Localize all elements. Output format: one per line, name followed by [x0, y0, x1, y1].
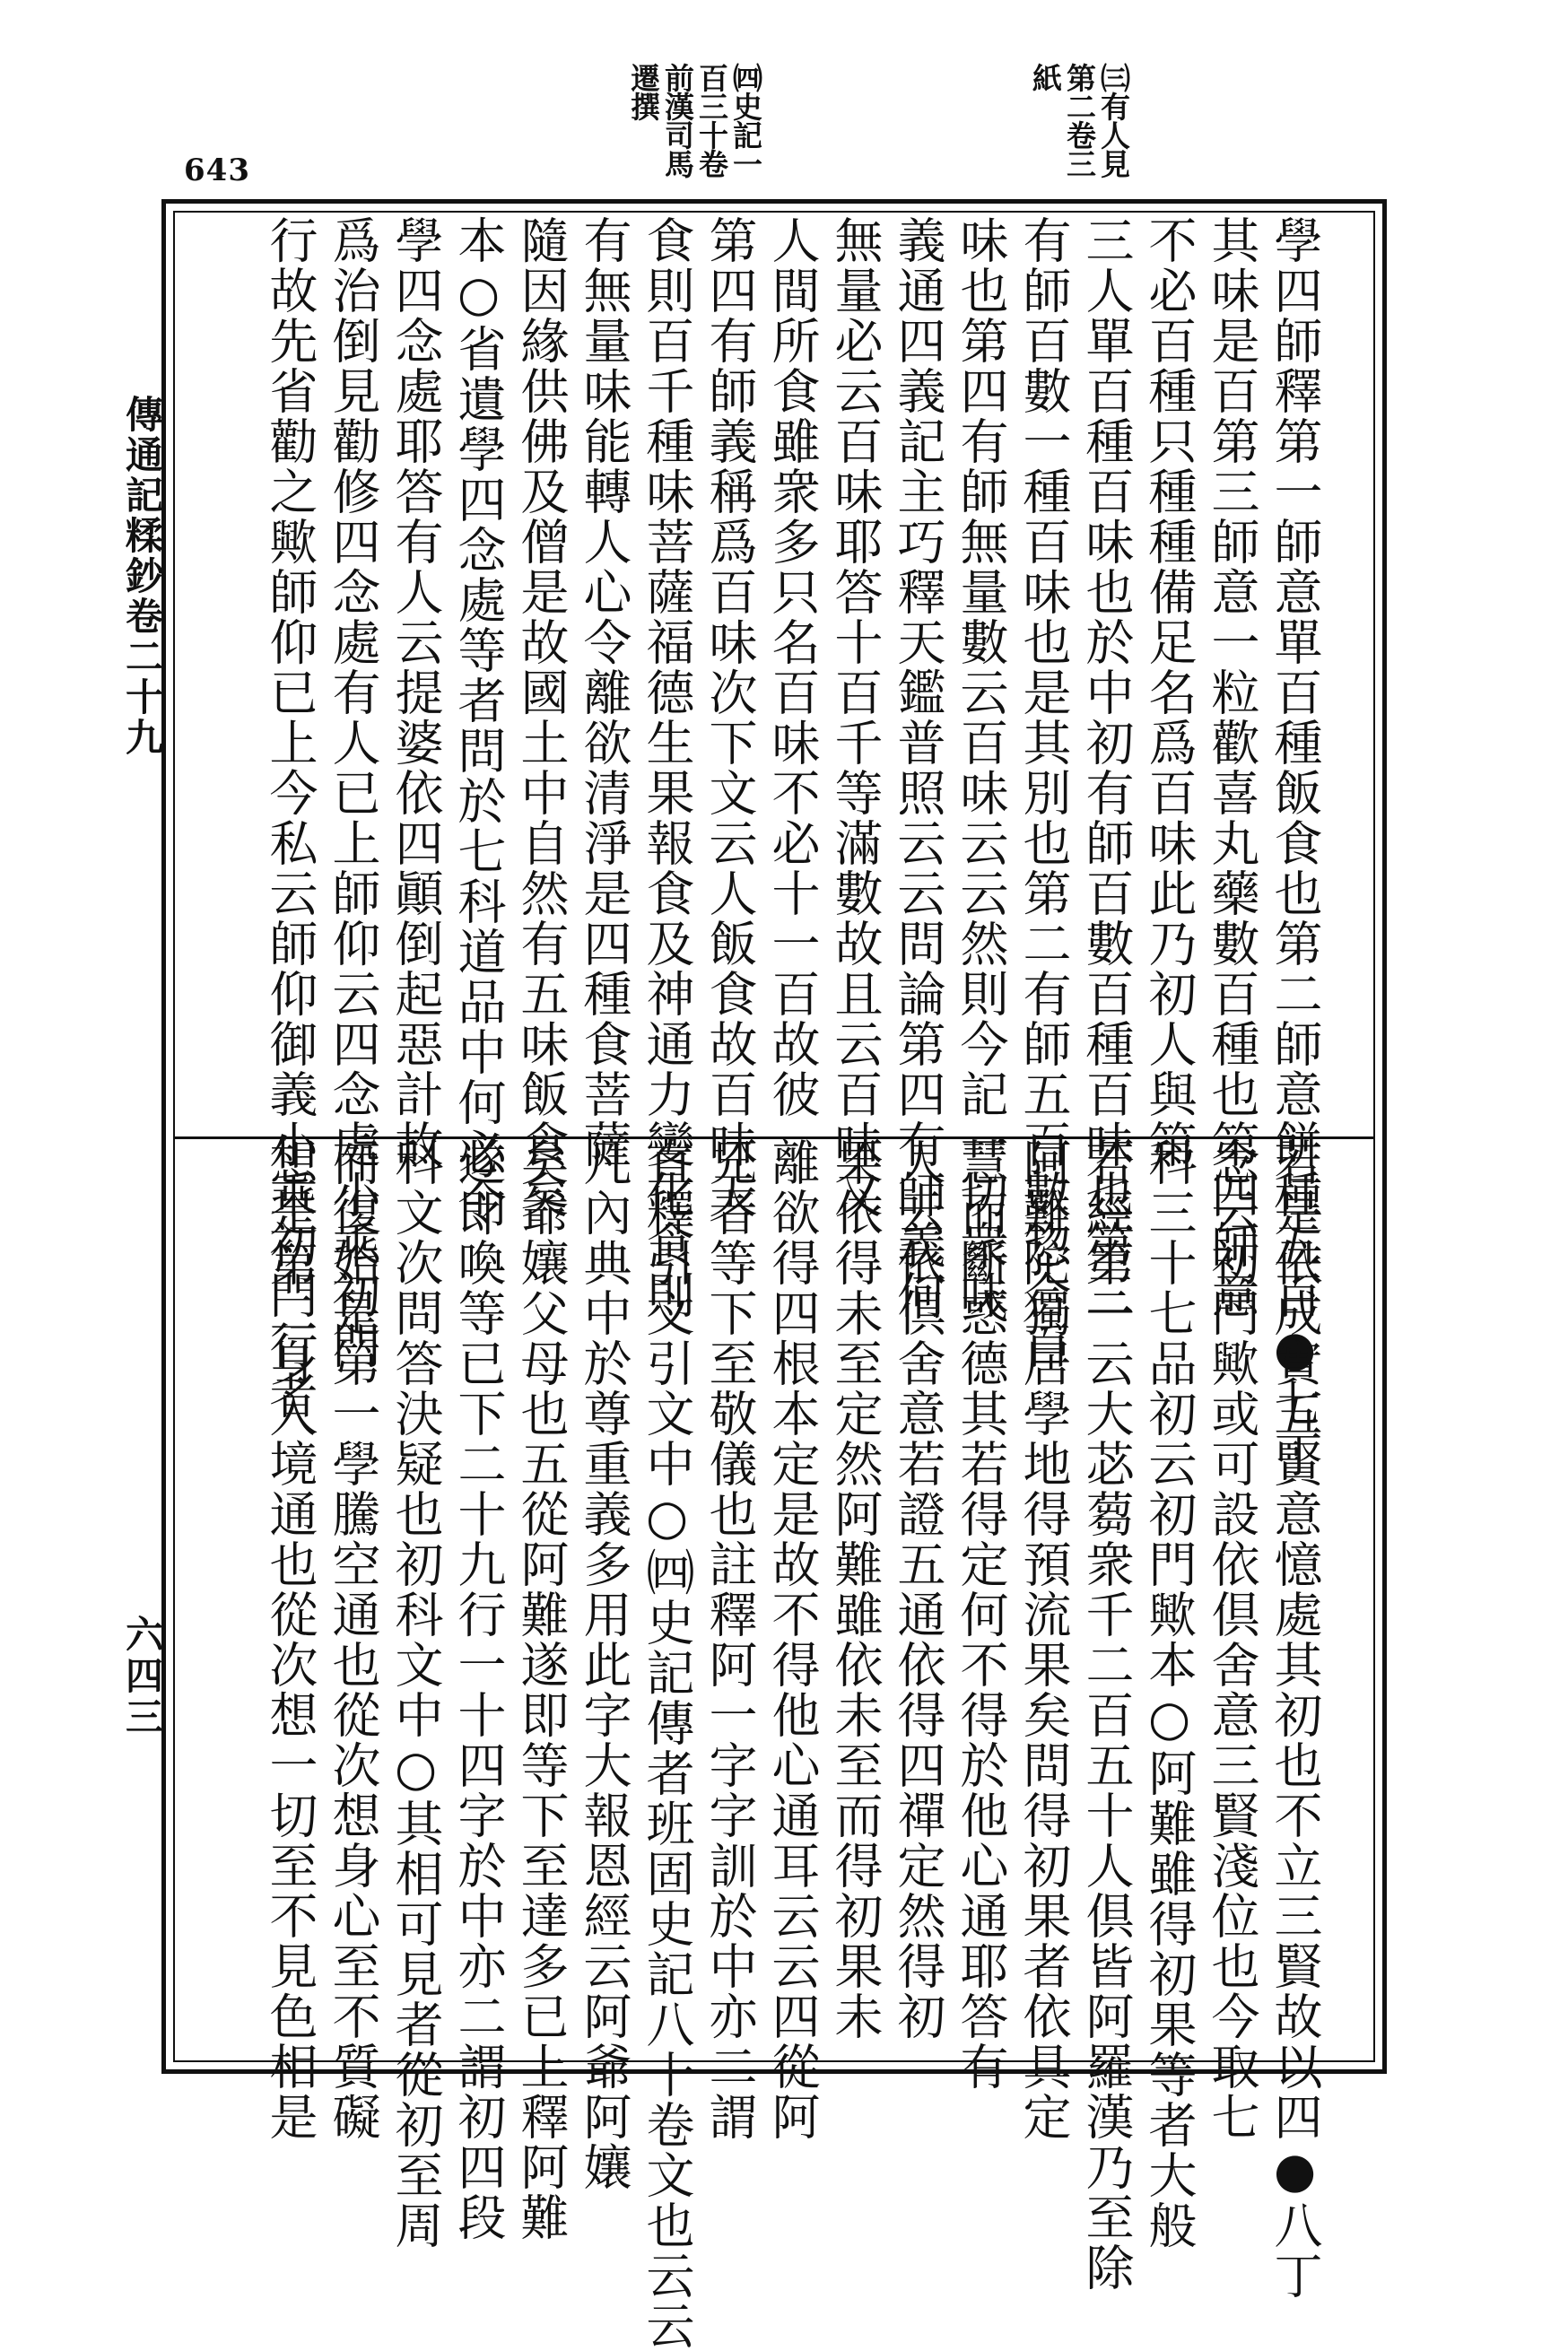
text-column: 隨因緣供佛及僧是故國土中自然有五味飯食矣 [513, 215, 570, 1220]
text-column: 矣爺孃父母也五從阿難遂即等下至達多已上釋阿難 [513, 1137, 570, 2242]
text-column: 阿難陀獨居學地得預流果矣問得初果者依具定 [1015, 1137, 1072, 2142]
text-column: 果依得未至定然阿難雖依未至而得初果未 [827, 1137, 884, 2042]
page-number: 643 [184, 152, 250, 188]
text-column: 味也第四有師無量數云百味云云然則今記一切衆味 [953, 215, 1009, 1320]
text-column: 第四有師義稱爲百味次下文云人飯食故百味天 [701, 215, 758, 1220]
text-column: 義通四義記主巧釋天鑑普照云云問論第四有師義何 [890, 215, 946, 1320]
text-column: 念云初門歟或可設依倶舍意三賢淺位也今取七 [1204, 1137, 1260, 2142]
text-column: 想是第二身入境通也從次想一切至不見色相是 [262, 1137, 318, 2142]
headnote-3: ㈢有人見第二卷三紙 [1028, 63, 1131, 178]
text-column: 三人單百種百味也於中初有師百數百種百味也第三 [1078, 215, 1135, 1320]
text-column: 兄者等下至敬儀也註釋阿一字字訓於中亦二謂 [701, 1137, 758, 2142]
text-column: 有師百數一種百味也是其別也第二有師五百數惣合百 [1015, 215, 1072, 1371]
text-column: 若是依成實五賢意憶處其初也不立三賢故以四●八丁 [1267, 1137, 1323, 2301]
text-column: 人云依倶舍意若證五通依得四禪定然得初 [890, 1137, 946, 2042]
text-column: 慧而斷惑德其若得定何不得於他心通耶答有 [953, 1137, 1009, 2092]
text-column: 其味是百第三師意一粒歡喜丸藥數百種也第四師意 [1204, 215, 1260, 1320]
running-title: 傳通記糅鈔卷二十九 [120, 395, 164, 758]
text-column: 凡內典中於尊重義多用此字大報恩經云阿爺阿孃 [576, 1137, 632, 2192]
text-column: 離欲得四根本定是故不得他心通耳云云四從阿 [764, 1137, 821, 2142]
text-column: 學四念處耶答有人云提婆依四顚倒起惡計故 [388, 215, 444, 1170]
text-column: 本○省遺學四念處等者問於七科道品中何必令 [450, 215, 507, 1228]
text-column: 若經第一云大苾蒭衆千二百五十人倶皆阿羅漢乃至除 [1078, 1137, 1135, 2293]
text-column: 直釋引文引文中○㈣史記傳者班固史記八十卷文也云云 [639, 1137, 695, 2351]
text-column: 科三十七品初云初門歟本○阿難雖得初果等者大般 [1141, 1137, 1198, 2251]
text-column: 學四師釋第一師意單百種飯食也第二師意餅種五百●七丁 [1267, 215, 1323, 1479]
text-column: 而復始是第一學騰空通也從次想身心至不質礙 [325, 1137, 381, 2142]
text-column: 不必百種只種種備足名爲百味此乃初人與第 [1141, 215, 1198, 1170]
text-column: 遂即喚等已下二十九行一十四字於中亦二謂初四段 [450, 1137, 507, 2242]
headnote-4: ㈣史記一百三十卷前漢司馬遷撰 [626, 63, 763, 178]
text-column: 科文次問答決疑也初科文中○其相可見者從初至周 [388, 1137, 444, 2251]
folio: 六四三 [120, 1615, 164, 1738]
text-column: 食則百千種味菩薩福德生果報食及神通力變化食則 [639, 215, 695, 1320]
text-column: 人間所食雖衆多只名百味不必十一百故彼 [764, 215, 821, 1119]
text-column: 有無量味能轉人心令離欲清淨是四種食菩薩 [576, 215, 632, 1170]
text-column: 行故先省勸之歟師仰已上今私云師仰御義小乘初門行者 [262, 215, 318, 1421]
text-column: 爲治倒見勸修四念處有人已上師仰云四念處小乘初門 [325, 215, 381, 1371]
text-column: 無量必云百味耶答十百千等滿數故且云百味又 [827, 215, 884, 1220]
